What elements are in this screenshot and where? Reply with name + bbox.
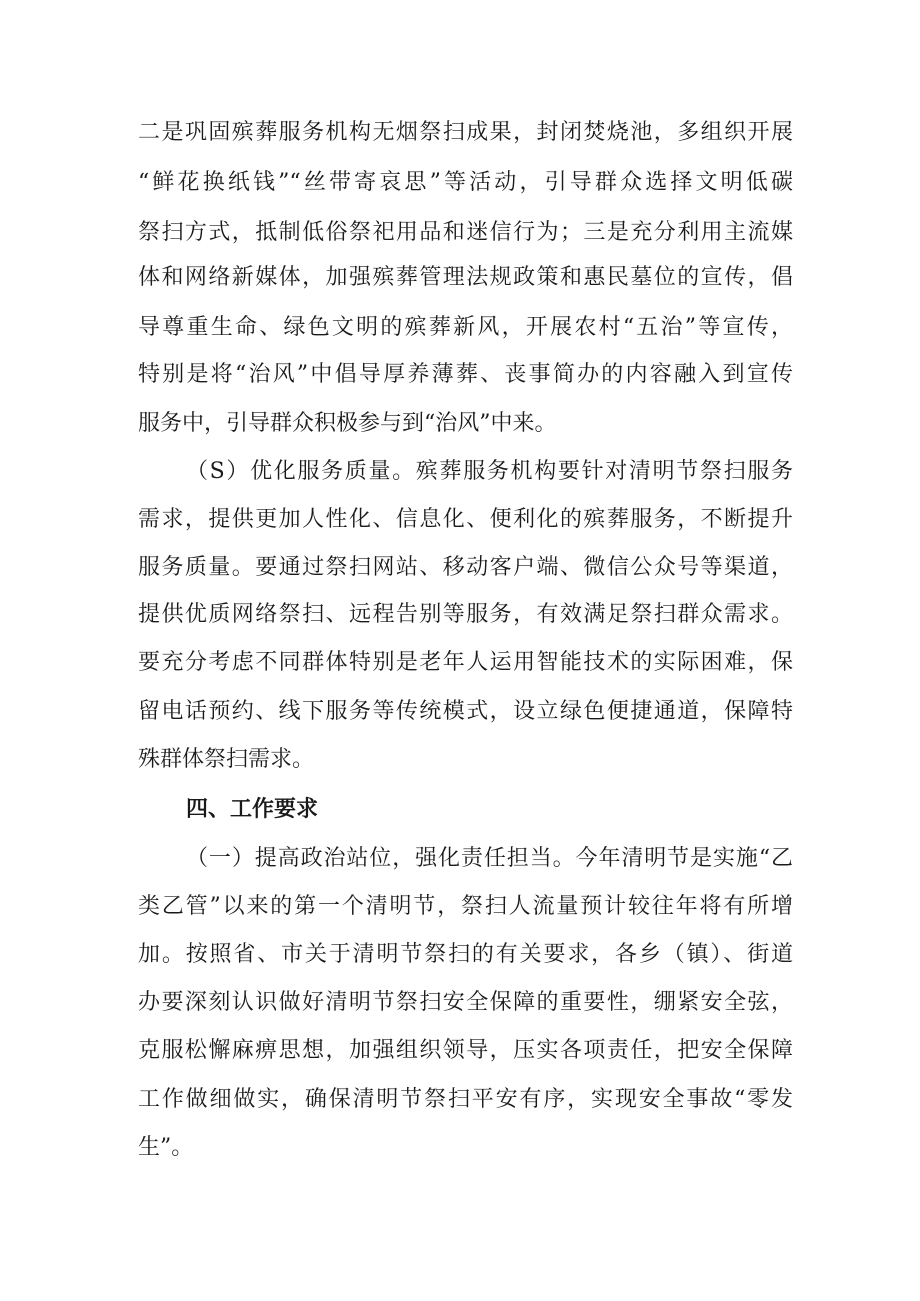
paragraph-2-line-4: 提供优质网络祭扫、远程告别等服务，有效满足祭扫群众需求。 bbox=[138, 602, 793, 627]
paragraph-1-line-6: 特别是将“治风”中倡导厚养薄葬、丧事简办的内容融入到宣传 bbox=[138, 362, 793, 387]
paragraph-2-line-2: 需求，提供更加人性化、信息化、便利化的殡葬服务，不断提升 bbox=[138, 507, 793, 532]
paragraph-3-line-4: 办要深刻认识做好清明节祭扫安全保障的重要性，绷紧安全弦， bbox=[138, 990, 793, 1015]
paragraph-3-line-7: 生”。 bbox=[138, 1135, 194, 1160]
paragraph-1-line-4: 体和网络新媒体，加强殡葬管理法规政策和惠民墓位的宣传，倡 bbox=[138, 265, 793, 290]
paragraph-3-line-5: 克服松懈麻痹思想，加强组织领导，压实各项责任，把安全保障 bbox=[138, 1038, 793, 1063]
paragraph-2-line-6: 留电话预约、线下服务等传统模式，设立绿色便捷通道，保障特 bbox=[138, 699, 793, 724]
paragraph-2-line-3: 服务质量。要通过祭扫网站、移动客户端、微信公众号等渠道， bbox=[138, 555, 793, 580]
paragraph-1-line-2: “鲜花换纸钱”“丝带寄哀思”等活动，引导群众选择文明低碳 bbox=[138, 170, 793, 195]
paragraph-3-line-6: 工作做细做实，确保清明节祭扫平安有序，实现安全事故“零发 bbox=[138, 1087, 793, 1112]
paragraph-3-line-2: 类乙管”以来的第一个清明节，祭扫人流量预计较往年将有所增 bbox=[138, 894, 793, 919]
paragraph-1-line-1: 二是巩固殡葬服务机构无烟祭扫成果，封闭焚烧池，多组织开展 bbox=[138, 120, 793, 145]
section-heading: 四、工作要求 bbox=[186, 797, 319, 822]
paragraph-1-line-5: 导尊重生命、绿色文明的殡葬新风，开展农村“五治”等宣传， bbox=[138, 315, 793, 340]
paragraph-2-line-1: （S）优化服务质量。殡葬服务机构要针对清明节祭扫服务 bbox=[186, 459, 793, 484]
paragraph-1-line-7: 服务中，引导群众积极参与到“治风”中来。 bbox=[138, 411, 557, 436]
paragraph-2-line-5: 要充分考虑不同群体特别是老年人运用智能技术的实际困难，保 bbox=[138, 650, 793, 675]
paragraph-3-line-1: （一）提高政治站位，强化责任担当。今年清明节是实施“乙 bbox=[186, 846, 793, 871]
paragraph-3-line-3: 加。按照省、市关于清明节祭扫的有关要求，各乡（镇）、街道 bbox=[138, 942, 793, 967]
paragraph-1-line-3: 祭扫方式，抵制低俗祭祀用品和迷信行为；三是充分利用主流媒 bbox=[138, 220, 793, 245]
paragraph-2-line-7: 殊群体祭扫需求。 bbox=[138, 747, 315, 772]
